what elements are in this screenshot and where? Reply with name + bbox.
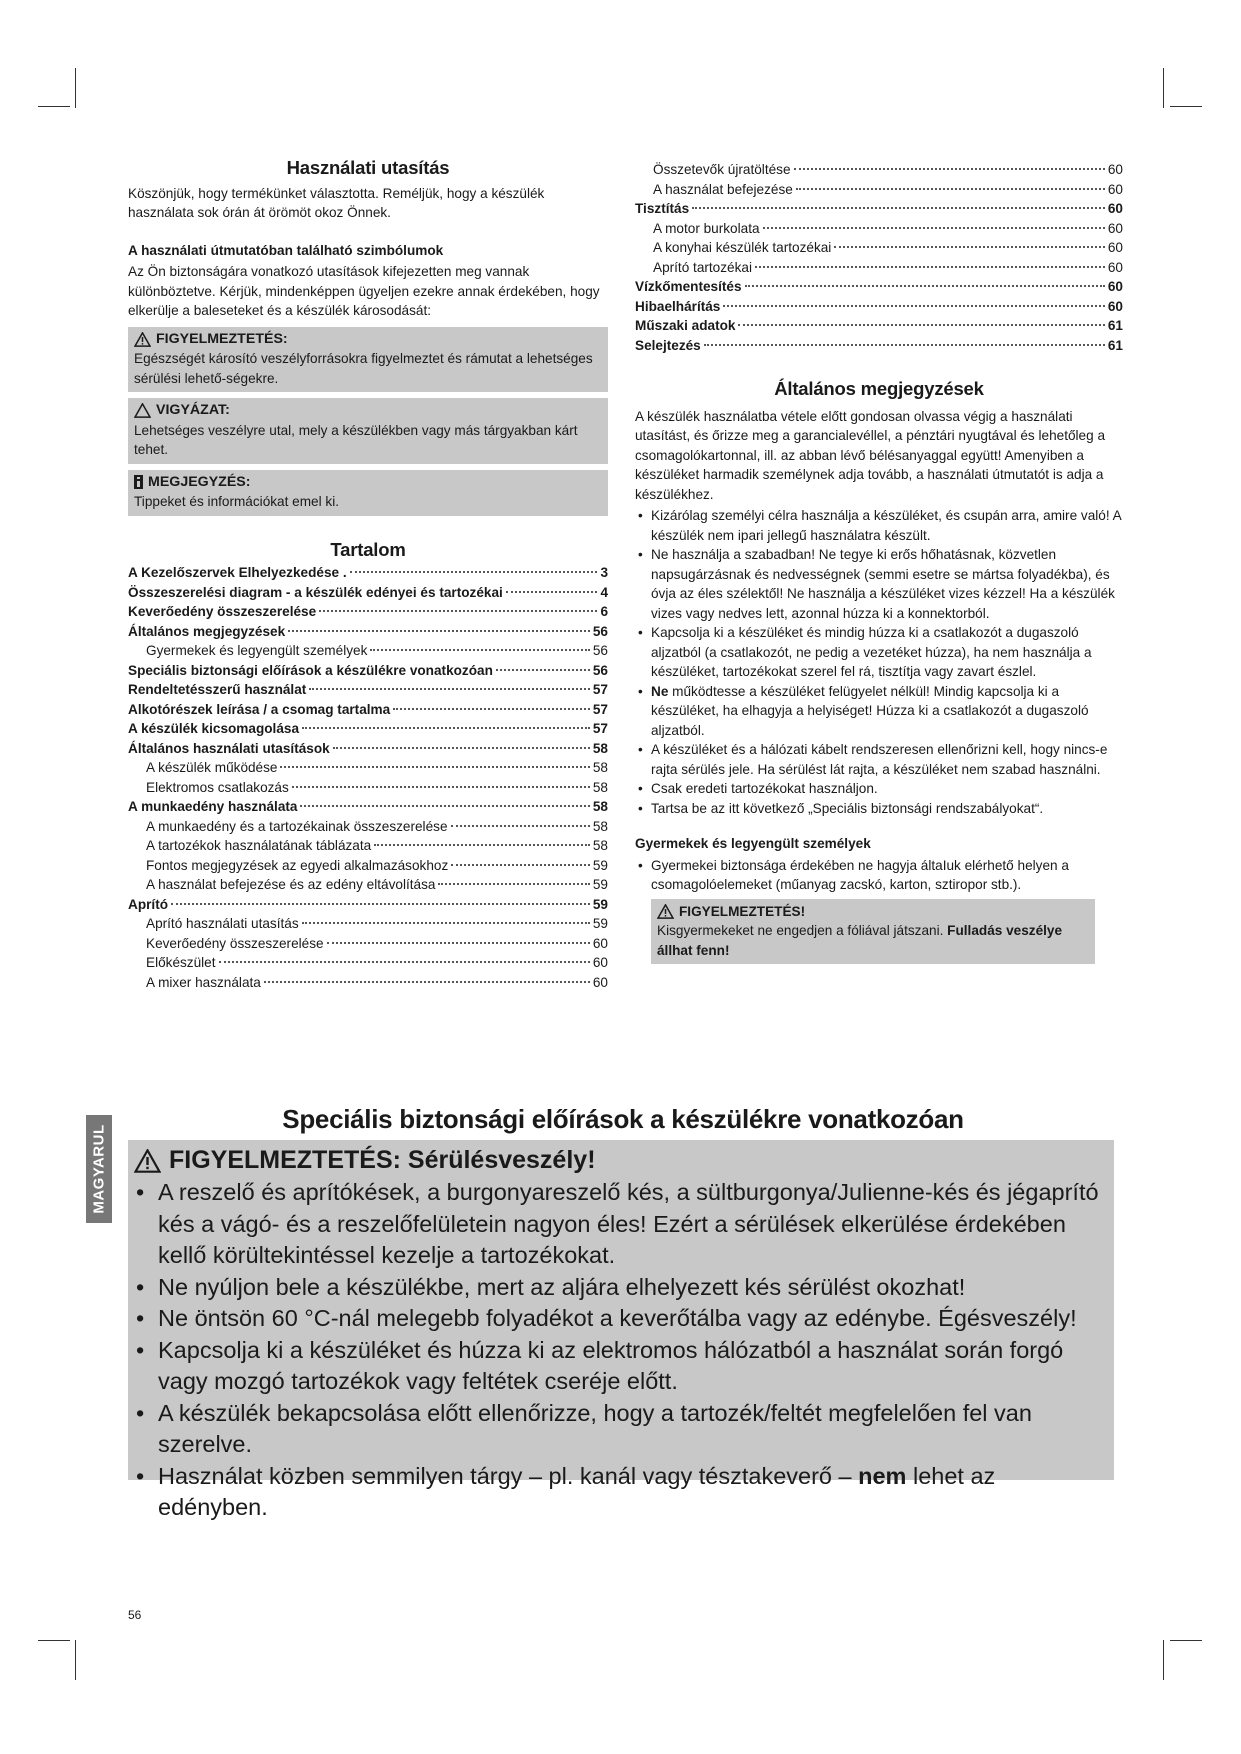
manual-title: Használati utasítás — [286, 157, 450, 178]
toc-entry-label: Összetevők újratöltése — [653, 162, 791, 177]
children-warning-label: FIGYELMEZTETÉS! — [679, 903, 806, 919]
general-bullet: • Kapcsolja ki a készüléket és mindig húzza ki a csatlakozót a dugaszoló aljzatból (a csatlakozót, ne pedig a vezetéket húzza), ha nem használja a készüléket, tartozékokat szerel fel rá, tisztítja vagy zavart észlel. — [635, 623, 1123, 682]
toc-entry-label: Keverőedény összeszerelése — [146, 935, 324, 951]
toc-entry — [128, 914, 608, 934]
children-heading: Gyermekek és legyengült személyek — [635, 836, 871, 851]
toc-leader-dots — [506, 591, 598, 593]
info-icon — [134, 475, 143, 489]
toc-entry-label: Alkotórészek leírása / a csomag tartalma — [128, 701, 391, 717]
toc-entry-label: A konyhai készülék tartozékai — [653, 240, 832, 255]
toc-entry-page: 60 — [1107, 181, 1123, 197]
toc-entry-label: Fontos megjegyzések az egyedi alkalmazásokhoz — [146, 857, 449, 873]
toc-leader-dots — [319, 610, 597, 612]
toc-leader-dots — [370, 649, 590, 651]
toc-entry — [635, 219, 1123, 239]
children-warning-bold: Fulladás veszélye állhat fenn! — [657, 923, 1063, 958]
toc-entry — [128, 953, 608, 973]
page-number: 56 — [128, 1608, 142, 1622]
toc-entry-label: A motor burkolata — [653, 220, 760, 236]
toc-entry-page: 61 — [1107, 337, 1123, 353]
toc-entry-label: A munkaedény használata — [128, 799, 298, 814]
toc-leader-dots — [723, 305, 1105, 307]
safety-bullets — [134, 1177, 1100, 1524]
toc-leader-dots — [834, 246, 1105, 248]
warning-box — [128, 327, 608, 393]
toc-leader-dots — [794, 168, 1105, 170]
language-tab-label: MAGYARUL — [90, 1124, 108, 1214]
toc-entry-page: 61 — [1107, 318, 1123, 333]
caution-triangle-icon — [134, 403, 151, 418]
toc-leader-dots — [496, 669, 590, 671]
safety-bullet: • Ne öntsön 60 °C-nál melegebb folyadékot a keverőtálba vagy az edénybe. Égésveszély! — [134, 1303, 1100, 1335]
toc-entry — [128, 602, 608, 622]
toc-entry-page: 57 — [592, 682, 608, 697]
symbols-text: Az Ön biztonságára vonatkozó utasítások kifejezetten meg vannak különböztetve. Kérjük, mindenképpen ügyeljen ezekre annak érdekében, hogy elkerülje a baleseteket és a készülék károsodását: — [128, 264, 600, 318]
toc-entry-page: 60 — [1107, 220, 1123, 236]
note-box — [128, 470, 608, 516]
toc-entry — [128, 875, 608, 895]
toc-entry — [635, 277, 1123, 297]
toc-entry-page: 56 — [592, 662, 608, 678]
toc-leader-dots — [796, 188, 1105, 190]
general-bullet: • Kizárólag személyi célra használja a készüléket, és csupán arra, amire való! A készülék nem ipari jellegű használatra készült. — [635, 506, 1123, 545]
crop-mark-bottom-left-h — [38, 1640, 70, 1641]
toc-entry-page: 60 — [1107, 259, 1123, 275]
toc-entry — [128, 563, 608, 583]
toc-leader-dots — [219, 961, 590, 963]
toc-entry — [635, 316, 1123, 336]
toc-entry-label: Speciális biztonsági előírások a készülékre vonatkozóan — [128, 662, 493, 678]
toc-entry-label: Rendeltetésszerű használat — [128, 682, 307, 697]
toc-entry-page: 59 — [592, 916, 608, 931]
toc-entry — [635, 336, 1123, 356]
toc-title: Tartalom — [330, 538, 406, 560]
toc-leader-dots — [300, 805, 589, 807]
toc-entry-label: A mixer használata — [146, 974, 261, 990]
toc-entry-label: Műszaki adatok — [635, 318, 736, 333]
toc-entry — [128, 622, 608, 642]
toc-entry-page: 58 — [592, 779, 608, 795]
children-warning-text — [657, 921, 1089, 960]
toc-entry-page: 58 — [592, 818, 608, 834]
toc-entry-page: 57 — [592, 721, 608, 736]
toc-entry-page: 3 — [600, 565, 608, 580]
toc-entry-page: 57 — [592, 701, 608, 717]
safety-bullet: • Kapcsolja ki a készüléket és húzza ki az elektromos hálózatból a használat során forgó vagy mozgó tartozékok vagy feltétek cseréje előtt. — [134, 1335, 1100, 1398]
toc-entry-page: 56 — [592, 623, 608, 639]
toc-leader-dots — [692, 207, 1105, 209]
toc-entry — [635, 180, 1123, 200]
toc-entry-label: A tartozékok használatának táblázata — [146, 838, 372, 853]
toc-entry-label: A használat befejezése és az edény eltávolítása — [146, 877, 436, 892]
crop-mark-top-left-v — [75, 68, 76, 108]
toc-entry — [635, 297, 1123, 317]
toc-entry-page: 58 — [592, 760, 608, 775]
toc-entry-page: 60 — [1107, 201, 1123, 216]
toc-entry — [128, 700, 608, 720]
toc-entry-label: A munkaedény és a tartozékainak összeszerelése — [146, 818, 448, 834]
safety-warning-box — [128, 1140, 1114, 1520]
toc-entry — [635, 238, 1123, 258]
bullet-ne-bold: Ne — [651, 683, 669, 699]
toc-entry-label: Gyermekek és legyengült személyek — [146, 643, 368, 658]
toc-entry-label: Keverőedény összeszerelése — [128, 604, 317, 619]
safety-warning-label: FIGYELMEZTETÉS: Sérülésveszély! — [169, 1146, 596, 1174]
general-bullet: • A készüléket és a hálózati kábelt rendszeresen ellenőrizni kell, hogy nincs-e rajta sérülés jele. Ha sérülést lát rajta, a készüléket nem szabad használni. — [635, 740, 1123, 779]
toc-entry — [128, 934, 608, 954]
intro-text: Köszönjük, hogy termékünket választotta. Reméljük, hogy a készülék használata sok órán át örömöt okoz Önnek. — [128, 185, 545, 220]
toc-entry-page: 58 — [592, 740, 608, 756]
children-bullet: • Gyermekei biztonsága érdekében ne hagyja áltaIuk elérhető helyen a csomagolóelemeket (műanyag zacskó, karton, sztiropor stb.). — [635, 856, 1123, 895]
toc-leader-dots — [763, 227, 1105, 229]
right-column — [635, 158, 1123, 964]
toc-leader-dots — [745, 285, 1105, 287]
general-bullet: • Tartsa be az itt következő „Speciális biztonsági rendszabályokat“. — [635, 799, 1123, 819]
crop-mark-bottom-right-v — [1163, 1640, 1164, 1680]
general-bullets — [635, 506, 1123, 818]
toc-entry-page: 56 — [592, 643, 608, 658]
toc-entry — [128, 758, 608, 778]
crop-mark-top-right-v — [1163, 68, 1164, 108]
toc-entry — [128, 817, 608, 837]
warning-triangle-icon — [657, 904, 674, 919]
toc-entry — [128, 719, 608, 739]
toc-leader-dots — [738, 324, 1104, 326]
toc-left — [128, 563, 608, 992]
toc-entry-label: Aprító — [128, 896, 169, 912]
toc-leader-dots — [451, 825, 590, 827]
toc-leader-dots — [438, 883, 589, 885]
general-bullet-unattended — [635, 682, 1123, 741]
safety-bullet: • Ne nyúljon bele a készülékbe, mert az aljára elhelyezett kés sérülést okozhat! — [134, 1272, 1100, 1304]
safety-bullet: • A reszelő és aprítókések, a burgonyareszelő kés, a sültburgonya/Julienne-kés és jégaprító kés a vágó- és a reszelőfelületein nagyon éles! Ezért a sérülések elkerülése érdekében kellő körültekintéssel kezelje a tartozékokat. — [134, 1177, 1100, 1272]
toc-entry-page: 58 — [592, 838, 608, 853]
safety-title: Speciális biztonsági előírások a készülékre vonatkozóan — [282, 1104, 964, 1134]
toc-entry-page: 58 — [592, 799, 608, 814]
general-bullet: • Ne használja a szabadban! Ne tegye ki erős hőhatásnak, közvetlen napsugárzásnak és nedvességnek (semmi esetre se mártsa folyadékba), és óvja az éles szélektől! Ne használja a készüléket vizes kézzel! Ha a készülék vizes vagy nedves lett, azonnal húzza ki a konnektorból. — [635, 545, 1123, 623]
toc-leader-dots — [292, 786, 590, 788]
toc-entry-label: A Kezelőszervek Elhelyezkedése . — [128, 565, 347, 580]
toc-entry — [635, 199, 1123, 219]
toc-entry — [128, 778, 608, 798]
toc-entry — [128, 583, 608, 603]
caution-label: VIGYÁZAT: — [156, 402, 230, 418]
toc-entry-label: Tisztítás — [635, 201, 690, 216]
toc-entry-page: 60 — [592, 974, 608, 990]
toc-entry-page: 59 — [592, 877, 608, 892]
toc-entry — [128, 895, 608, 915]
toc-leader-dots — [171, 903, 590, 905]
toc-entry-page: 59 — [592, 857, 608, 873]
toc-entry-label: Selejtezés — [635, 337, 701, 353]
bullet-ne-rest: működtesse a készüléket felügyelet nélkül! Mindig kapcsolja ki a készüléket, ha elhagyja a helyiséget! Húzza ki a csatlakozót a dugaszoló aljzatból. — [651, 683, 1089, 738]
safety-last-pre: Használat közben semmilyen tárgy – pl. kanál vagy tésztakeverő – — [158, 1462, 859, 1489]
toc-leader-dots — [451, 864, 590, 866]
toc-leader-dots — [327, 942, 590, 944]
crop-mark-bottom-right-h — [1170, 1640, 1202, 1641]
crop-mark-top-left-h — [38, 106, 70, 107]
warning-triangle-icon — [134, 332, 151, 347]
toc-entry — [128, 661, 608, 681]
toc-entry — [128, 739, 608, 759]
toc-entry-label: Általános megjegyzések — [128, 623, 286, 639]
warning-label: FIGYELMEZTETÉS: — [156, 330, 288, 347]
toc-entry-page: 60 — [1107, 240, 1123, 255]
toc-leader-dots — [350, 571, 598, 573]
language-tab — [86, 1115, 112, 1223]
toc-entry-label: A használat befejezése — [653, 181, 793, 197]
toc-entry-page: 60 — [1107, 279, 1123, 294]
toc-entry-page: 60 — [1107, 298, 1123, 314]
toc-entry-page: 59 — [592, 896, 608, 912]
toc-entry-label: Aprító használati utasítás — [146, 916, 299, 931]
toc-leader-dots — [704, 344, 1105, 346]
toc-entry-page: 4 — [600, 584, 608, 600]
toc-leader-dots — [280, 766, 589, 768]
toc-entry — [635, 160, 1123, 180]
toc-right — [635, 160, 1123, 355]
toc-entry-page: 60 — [592, 955, 608, 970]
toc-leader-dots — [333, 747, 590, 749]
toc-leader-dots — [288, 630, 590, 632]
caution-box — [128, 398, 608, 464]
symbols-heading: A használati útmutatóban található szimbólumok — [128, 242, 444, 258]
toc-leader-dots — [309, 688, 590, 690]
toc-entry-page: 6 — [600, 604, 608, 619]
toc-leader-dots — [393, 708, 590, 710]
note-label: MEGJEGYZÉS: — [148, 473, 251, 490]
toc-entry — [128, 856, 608, 876]
warning-triangle-icon — [134, 1149, 161, 1173]
toc-entry-page: 60 — [592, 935, 608, 951]
toc-entry-label: Általános használati utasítások — [128, 740, 330, 756]
children-bullets — [635, 856, 1123, 895]
toc-entry — [128, 641, 608, 661]
toc-entry — [128, 836, 608, 856]
safety-bullet-last — [134, 1461, 1100, 1524]
toc-leader-dots — [755, 266, 1105, 268]
safety-last-post: lehet az edényben. — [158, 1462, 996, 1520]
note-text: Tippeket és információkat emel ki. — [134, 494, 339, 509]
toc-entry — [635, 258, 1123, 278]
toc-entry-label: Hibaelhárítás — [635, 298, 721, 314]
toc-entry — [128, 973, 608, 993]
toc-entry-label: A készülék működése — [146, 760, 278, 775]
toc-leader-dots — [302, 922, 590, 924]
toc-entry-label: Aprító tartozékai — [653, 259, 752, 275]
toc-leader-dots — [374, 844, 590, 846]
toc-entry-label: Vízkőmentesítés — [635, 279, 742, 294]
toc-entry-page: 60 — [1107, 162, 1123, 177]
crop-mark-bottom-left-v — [75, 1640, 76, 1680]
safety-last-bold: nem — [858, 1462, 907, 1489]
toc-entry-label: A készülék kicsomagolása — [128, 721, 300, 736]
general-title: Általános megjegyzések — [774, 378, 984, 399]
toc-entry-label: Elektromos csatlakozás — [146, 779, 289, 795]
general-intro: A készülék használatba vétele előtt gondosan olvassa végig a használati utasítást, és őrizze meg a garancialevéllel, a pénztári nyugtával és lehetőleg a csomagolókartonnal, ill. az abban lévő bélésanyaggal együtt! Amenyiben a készüléket harmadik személynek adja tovább, a használati útmutatót is adja a készülékhez. — [635, 408, 1106, 502]
left-column — [128, 158, 608, 992]
children-warning-plain: Kisgyermekeket ne engedjen a fóliával játszani. — [657, 923, 948, 938]
warning-text: Egészségét károsító veszélyforrásokra figyelmeztet és rámutat a lehetséges sérülési lehető-ségekre. — [134, 351, 593, 386]
toc-entry-label: Előkészület — [146, 955, 216, 970]
toc-leader-dots — [264, 981, 590, 983]
safety-bullet: • A készülék bekapcsolása előtt ellenőrizze, hogy a tartozék/feltét megfelelően fel van szerelve. — [134, 1398, 1100, 1461]
toc-entry — [128, 680, 608, 700]
children-warning-box — [651, 899, 1095, 965]
crop-mark-top-right-h — [1170, 106, 1202, 107]
caution-text: Lehetséges veszélyre utal, mely a készülékben vagy más tárgyakban kárt tehet. — [134, 422, 578, 457]
toc-entry — [128, 797, 608, 817]
toc-entry-label: Összeszerelési diagram - a készülék edényei és tartozékai — [128, 584, 503, 600]
toc-leader-dots — [302, 727, 590, 729]
general-bullet: • Csak eredeti tartozékokat használjon. — [635, 779, 1123, 799]
